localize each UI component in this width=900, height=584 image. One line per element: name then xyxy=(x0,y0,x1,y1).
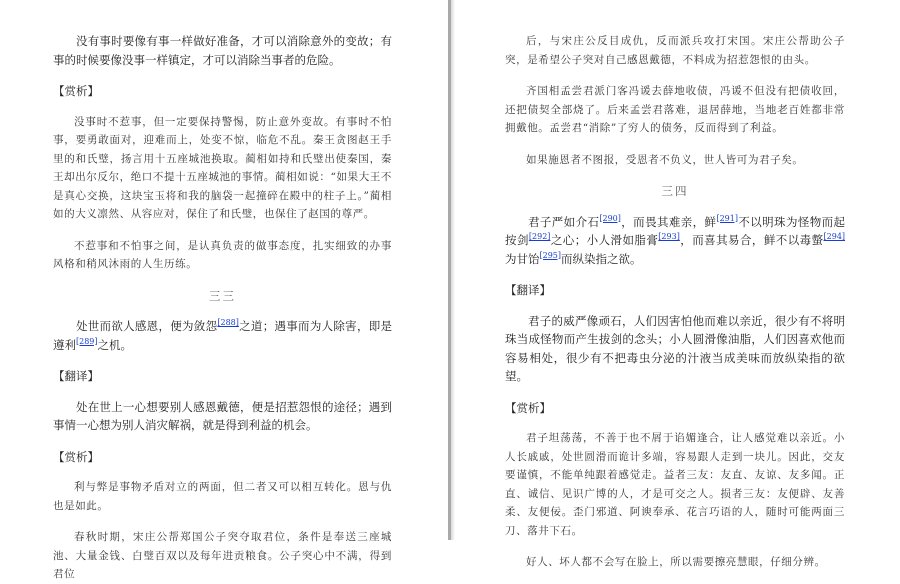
quote-text: 之道；遇事而为人除害，即是遵利 xyxy=(53,319,393,352)
section-number-34: 三四 xyxy=(661,184,689,198)
appreciation-label: 【赏析】 xyxy=(505,400,551,415)
right-paragraph-1: 后，与宋庄公反目成仇，反而派兵攻打宋国。宋庄公帮助公子突，是希望公子突对自己感恩戴德，不料成为招惹怨恨的由头。 xyxy=(505,35,845,66)
translation-label: 【翻译】 xyxy=(53,369,99,383)
left-paragraph-6: 利与弊是事物矛盾对立的两面，但二者又可以相互转化。恩与仇也是如此。 xyxy=(53,481,392,512)
left-paragraph-3: 不惹事和不怕事之间，是认真负责的做事态度，扎实细致的办事风格和稍风沐雨的人生历练。 xyxy=(53,239,392,270)
right-paragraph-7: 好人、坏人都不会写在脸上，所以需要擦亮慧眼，仔细分辨。 xyxy=(526,556,826,568)
footnote-link-292[interactable]: [292] xyxy=(528,232,551,242)
right-page xyxy=(455,0,900,568)
right-paragraph-2: 齐国相孟尝君派门客冯谖去薛地收债，冯谖不但没有把债收回，还把债契全部烧了。后来孟尝君落难，退居薛地，当地老百姓都非常拥戴他。孟尝君“消除”了穷人的债务，反而得到了利益。 xyxy=(505,85,845,134)
footnote-link-289[interactable]: [289] xyxy=(76,336,98,346)
quote-text: 君子严如介石 xyxy=(528,214,600,229)
footnote-link-295[interactable]: [295] xyxy=(539,250,562,260)
footnote-link-293[interactable]: [293] xyxy=(658,232,680,242)
right-paragraph-3: 如果施恩者不图报，受恩者不负义，世人皆可为君子矣。 xyxy=(526,153,804,166)
right-paragraph-6: 君子坦荡荡，不善于也不屑于谄媚逢合，让人感觉难以亲近。小人长戚戚，处世圆滑而诡计多端，容易跟人走到一块儿。因此，交友要谨慎，不能单纯跟着感觉走。益者三友：友直、友谅、友多闻。正直、诚信、见识广博的人，才是可交之人。损者三友：友便辟、友善柔、友便佞。歪门邪道、阿谀奉承、花言巧语的人，随时可能两面三刀、落井下石。 xyxy=(505,432,845,537)
footnote-link-288[interactable]: [288] xyxy=(217,318,239,328)
quote-text: ，而喜其易合，鲜不以毒螫 xyxy=(679,233,824,247)
left-page xyxy=(0,0,450,580)
quote-text: 之心；小人滑如脂膏 xyxy=(550,233,659,247)
appreciation-label: 【赏析】 xyxy=(53,449,99,464)
left-paragraph-5: 处在世上一心想要别人感恩戴德，便是招惹怨恨的途径；遇到事情一心想为别人消灾解祸，就是得到利益的机会。 xyxy=(53,399,392,432)
footnote-link-294[interactable]: [294] xyxy=(823,232,846,242)
left-quote-paragraph xyxy=(53,317,392,354)
quote-text: 不以明珠为怪物而起按剑 xyxy=(505,214,846,247)
translation-label: 【翻译】 xyxy=(505,283,551,297)
quote-text: 为甘饴 xyxy=(505,251,540,266)
quote-text: ，而畏其难亲，鲜 xyxy=(620,214,717,229)
quote-text: 处世而欲人感恩，便为敛怨 xyxy=(76,319,218,333)
left-paragraph-2: 没事时不惹事，但一定要保持警惕，防止意外变故。有事时不怕事，要勇敢面对，迎难而上，处变不惊，临危不乱。秦王贪图赵王手里的和氏璧，扬言用十五座城池换取。蔺相如持和氏璧出使秦国，秦王却出尔反尔，绝口不提十五座城池的事情。蔺相如说：“如果大王不是真心交换，这块宝玉将和我的脑袋一起撞碎在殿中的柱子上。”蔺相如的大义凛然、从容应对，保住了和氏璧，也保住了赵国的尊严。 xyxy=(53,115,392,220)
quote-text: 之机。 xyxy=(97,337,133,352)
footnote-link-291[interactable]: [291] xyxy=(716,213,738,223)
footnote-link-290[interactable]: [290] xyxy=(599,213,621,223)
quote-text: 而纵染指之欲。 xyxy=(561,251,642,266)
appreciation-label: 【赏析】 xyxy=(53,84,99,98)
left-paragraph-7: 春秋时期，宋庄公帮郑国公子突夺取君位，条件是奉送三座城池、大量金钱、白璧百双以及每年进贡粮食。公子突心中不满，得到君位 xyxy=(53,531,392,580)
right-quote-paragraph xyxy=(505,213,845,269)
right-paragraph-5: 君子的威严像顽石，人们因害怕他而难以亲近，很少有不将明珠当成怪物而产生拔剑的念头；小人圆滑像油脂，人们因喜欢他而容易相处，很少有不把毒虫分泌的汁液当成美味而放纵染指的欲望。 xyxy=(505,313,845,383)
left-paragraph-1: 没有事时要像有事一样做好准备，才可以消除意外的变故；有事的时候要像没事一样镇定，才可以消除当事者的危险。 xyxy=(53,34,392,67)
section-number-33: 三三 xyxy=(209,288,236,303)
